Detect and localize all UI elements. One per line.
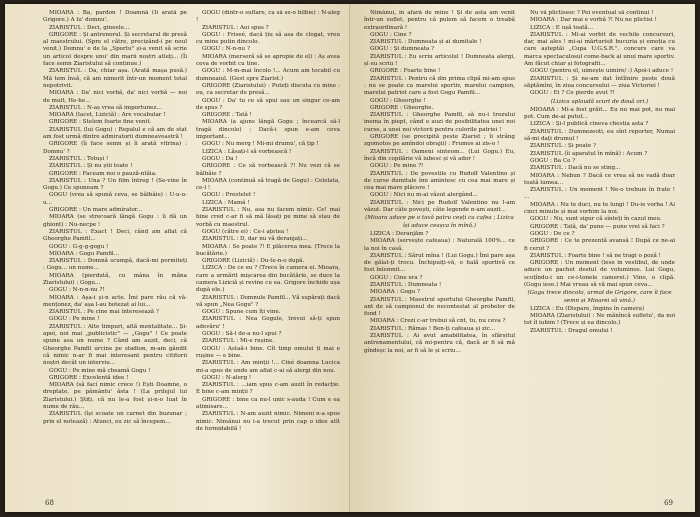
dialogue-line: ZIARISTUL : Deci, gineele... — [49, 24, 130, 31]
dialogue-line: LIZICA : Lăsați-l să vorbească ! — [202, 148, 292, 155]
dialogue-line: ZIARISTUL : Exact ! Deci, când am aflat că Gheorghe Pamfil... — [43, 228, 187, 243]
dialogue-line: ZIARISTUL : Mi-ai vorbit de vechile concursuri, dar, mai ales ! mi-ai mărturisit bucuria și emoția cu care așteptăi „Cupa U.G.S.R.", concurs care va marca spectaculosul come-back al unui mare sportiv. Am făcut chiar și fotografii... — [524, 31, 675, 68]
dialogue-line: GRIGORE (îi face semn și îi arată vitrina) : Domnu' ? — [43, 141, 187, 155]
left-page — [5, 4, 350, 512]
dialogue-line: ZIARISTUL : Dumnezeoti, eu sînt reporter, Numai să-mi dați drumul ! — [524, 128, 675, 143]
dialogue-line: ZIARISTUL : De povestile cu Rudolf Valentino și de curse dumitale îmi amintesc cu cea mai mare și cea mai mare plăcere ! — [364, 170, 515, 192]
dialogue-line: GRIGORE : Ce te prezentă avansă ! După ce ne-ai fi cerut ? — [524, 238, 675, 252]
dialogue-line: GRIGORE : Un moment (lese in vestibul, de unde aduce un pachet destul de voluminos. Lui Gogu, scoțîndu-i un ce-i-tonele camerei.) Vino, o clipă. (Gogu iese.) Mai vreau să vă mai spun ceva... — [524, 260, 675, 288]
dialogue-line: GRIGORE : Și antrenorul. Și secretarul de presă al maestrului. (Spre el către, precizând-i pe noul venit.) Domnu' e de la „Sportu" și-a venit să scrie un articol despre unu' din marii noștri atleți... (Îi face semn Ziaristului să continue.) — [43, 31, 187, 68]
dialogue-line: GOGU : Nu merg ! Mi-mi drumu', că țip ! — [202, 141, 319, 148]
dialogue-line: ZIARISTUL : D, dar nu vă deranjați... — [202, 236, 308, 243]
dialogue-line: GRIGORE : Tată ! — [202, 112, 252, 119]
dialogue-line: GOGU : Cine era ? — [370, 274, 423, 281]
page-number-left: 68 — [45, 499, 54, 507]
dialogue-line: ZIARISTUL : N-am auzit nimic. Nimeni n-a spus nimic. Nimănui nu i-a trecut prin cap o idee atît de formidabilă ! — [196, 411, 340, 432]
dialogue-line: GOGU : G-g-g-gogu ! — [49, 243, 109, 250]
dialogue-line: GOGU : Ba Ce ? — [530, 157, 576, 164]
dialogue-line: ZIARISTUL : Și poate ? — [530, 143, 597, 150]
dialogue-line: MIOARA (continuă să tragă de Gogu) : Celelata, ce-l ! — [196, 177, 340, 192]
dialogue-line: GRIGORE : Gheorghe. — [370, 104, 434, 111]
dialogue-line: GOGU : N-n-n-nu ?! — [49, 287, 105, 294]
dialogue-line: GOGU : Pe mine ! — [49, 316, 100, 323]
dialogue-line: (Mioara aduce pe o tavă patru ceșți cu cafea ; Lizica își aduce ceașca în mînă.) — [365, 215, 514, 229]
dialogue-line: ZIARISTUL : Alte timpuri, altă mentalitate... Și-apoi, noi mai „publicistic" — „Gogu" ! Ce poate spune asa un nume ? Când am auzit, deci, că Gheorghe Pamfil urcine pe stadion, m-am gândit că nimic n-ar fi mai interesant pentru cititorii noștri decât un interviu... — [43, 323, 187, 367]
dialogue-line: ZIARISTUL : Dumneata ! — [370, 281, 442, 288]
dialogue-line: GOGU : De ce ? — [530, 230, 575, 237]
dialogue-line: MIOARA : Așa-i și-n acte. Îmi pare rău că vă-mențonez, da' așa l-au botezat ai lui... — [43, 294, 187, 308]
left-page-columns — [43, 10, 340, 494]
dialogue-line: ZIARISTUL : Dumneata și ai dumitale ! — [370, 39, 482, 46]
right-page-columns — [364, 10, 675, 494]
dialogue-line: (Lizica aplaudă scurt de două ori.) — [550, 98, 649, 105]
dialogue-line: ZIARISTUL : Foarte bine ! să ne tragi o poză ! — [530, 252, 661, 259]
dialogue-line: GOGU : Să-l de-a nu-l spui ? — [202, 331, 282, 338]
dialogue-line: ZIARISTUL : Dragul omului ! — [530, 327, 613, 334]
dialogue-line: MIOARA : Ba, pardon ! Doamnă (Îi arată pe Grigore.) A lu' domnu'. — [43, 10, 187, 24]
dialogue-line: GOGU : Friseé, dacă țiu să asa de clogat, vreu cu mine putin dincolo. — [196, 31, 340, 46]
dialogue-line: ZIARISTUL : Mi-e rușine. — [202, 338, 275, 345]
left-column-2 — [196, 10, 340, 494]
dialogue-line: ZIARISTUL : Ai avut amabilitatea, în sfârșitul antrenamentului, că mi-pentru că, dacă ar fi să mă gîndeșc la noi, ar fi să le și scriu... — [364, 333, 515, 354]
dialogue-line: ZIARISTUL : Pe cine mai interesează ? — [49, 309, 159, 316]
dialogue-line: MIOARA : Gogu ? — [370, 289, 421, 296]
dialogue-line: ZIARISTUL : Maestrul sportului Gheorghe Pamfil, ant de să campionul de necontestat al probelor de fond ! — [364, 296, 515, 318]
dialogue-line: GOGU : N-n-nu ? — [202, 46, 250, 53]
dialogue-line: GRIGORE : Tată, da' pune — pune vrei să faci ? — [530, 223, 665, 230]
dialogue-line: GOGU (pentru el, uimește uimire/ :) Apoi-i aduce ! — [530, 68, 674, 75]
dialogue-line: GOGU : Gheorghe ! — [370, 97, 426, 104]
dialogue-line: GRIGORE (se precipită peste Ziarist ; îi strâng zgomotos pe amîndoi obrajii) : Frumos ai zis-o ! — [364, 134, 515, 148]
dialogue-line: GRIGORE : Excelentă idee ! — [49, 374, 129, 381]
dialogue-line: GRIGORE : Stelem foarte fine venit. — [49, 119, 152, 126]
dialogue-line: GRIGORE : bine ca nu-l unic s-auda ! Cum e ea atimisare... — [196, 396, 340, 411]
left-column-1 — [43, 10, 187, 494]
dialogue-line: ZIARISTUL : Da, chiar așa. (Arată mașa pusă.) Mă tem însă, că am nimerit într-un moment total nepotrivit. — [43, 68, 187, 89]
dialogue-line: GOGU : Nu, sunt sigur că sînteți în cazul meu. — [530, 216, 662, 223]
dialogue-line: GOGU : Astaă-i bine. Cît timp omului ți mai e rușine — e bine. — [196, 345, 340, 359]
dialogue-line: GOGU : Da' tu ce să spui sau un singur ce-am de spus ? — [196, 97, 340, 111]
dialogue-line: MIOARA : Se poate ?! E plăcerea mea. (Trece la bucătărie.) — [196, 243, 340, 257]
dialogue-line: MIOARA (servește cafeaua) : Naturală 100%... ce la noi în casă. — [364, 238, 515, 252]
right-page — [350, 4, 695, 512]
dialogue-line: ZIARISTUL : Nici pe Rudolf Valentino nu l-am văzut. Dar câte povești, câte legende n-am auzit... — [364, 199, 515, 214]
dialogue-line: GRIGORE : Faceam noi o pauză-ntâia. — [49, 170, 157, 177]
dialogue-line: ZIARISTUL : Aoi spus ? — [202, 24, 269, 31]
right-column-2 — [524, 10, 675, 494]
dialogue-line: MIOARA (a ajuns lângă Gogu ; încearcă să-l tragă dincolo) : Dacă-i spun e-am ceva important... — [196, 119, 340, 141]
dialogue-line: ZIARISTUL : Dacă nu se sting... — [530, 165, 621, 172]
dialogue-line: MIOARA : Gogu Pamfil... — [49, 250, 120, 257]
dialogue-line: GOGU : Nici nu m-ai văzut alergând... — [370, 192, 478, 199]
book-spread — [5, 4, 695, 512]
dialogue-line: ZIARISTUL : N-aș vrea să importunez... — [49, 104, 162, 111]
dialogue-line: ZIARISTUL : Și nu știi toate ! — [49, 163, 133, 170]
dialogue-line: ZIARISTUL : Sărut mîna ! (Lui Gogu.) Îmi pare așa de gălat-ți trocu. Închipuiți-vă, o hală sportivă ce fost înlemnit... — [364, 252, 515, 274]
dialogue-line: ZIARISTUL : Nu, asa nu facem nimic. Ce! mai bine cred c-ar fi să mă lăsați pe mine să stau de vorbă cu maestrul. — [196, 207, 340, 228]
dialogue-line: Nu vă plictisesc ? Poi eventual să continui ! — [530, 10, 654, 16]
dialogue-line: ZIARISTUL : Nea Gogule, trevui să-ți spun adevăru' ! — [196, 316, 340, 330]
dialogue-line: GRIGORE : Foarte bine ! — [370, 68, 441, 75]
dialogue-line: MIOARA : Da' nici vorbă, da' nici vorbă — noi de mult, He-he... — [43, 90, 187, 104]
dialogue-line: MIOARA (pierdută, cu mâna în mâna Ziaristului) : Gogu... — [43, 272, 187, 286]
right-column-1 — [364, 10, 515, 494]
dialogue-line: MIOARA : Nu te duci, nu te lungi ! Du-ie vorba ! Ai cinci minute și mai vorbim la noi. — [524, 201, 675, 216]
dialogue-line: LIZICA : Eu (Dispare, împins în camera) — [530, 305, 645, 312]
dialogue-line: GOGU (dintr-o suflare, ca să se-o bilbie) : N-aleg ! — [196, 10, 340, 24]
dialogue-line: (Gogu trece dincolo, urmat de Grigore, care îi face semn și Mioarei să vină.) — [527, 290, 672, 304]
dialogue-line: GOGU : Pe mine mă cheamă Gogu ! — [49, 367, 151, 374]
dialogue-line: GOGU : Spune cum îți vine. — [202, 309, 281, 316]
dialogue-line: GRIGORE : Ce să vorbească ?! Nu vezi că se bâlbâie ? — [196, 163, 340, 177]
dialogue-line: GOGU : N-alerg ! — [202, 374, 252, 381]
dialogue-line: GRIGORE (Liziciă) : Du-te-n-o după. — [202, 258, 305, 265]
dialogue-line: LIZICA : Mamă ! — [202, 199, 250, 206]
dialogue-line: ZIARISTUL : Și ne-am dat întîlnire peste două săptămîni, în ziua concursului — ziua Victoriei ! — [524, 75, 675, 89]
dialogue-line: LIZICA : Deranjăm ? — [370, 230, 429, 237]
dialogue-line: ZIARISTUL : Domnule Pamfil... Vă supărați dacă vă spun „Nea Gogu" ? — [196, 294, 340, 308]
dialogue-line: MIOARA : Dar mai e vorbă ?! Nu ne plictisi ! — [530, 17, 657, 24]
dialogue-line: MIOARA (Ziaristului) : Ne mănîncă sufletu', da noi tot îl iubim ! (Trece și ea dincolo.) — [524, 313, 675, 327]
dialogue-line: MIOARA (se strecoară lângă Gogu : îi dă un ghiont) : Nu-necpe ! — [43, 214, 187, 228]
dialogue-line: GOGU (vrea să spună ceva, se bâlbâie) : U-u-u-u... — [43, 192, 187, 206]
dialogue-line: GOGU : Cine ? — [370, 31, 412, 38]
dialogue-line: GOGU : Pe mine ?! — [370, 163, 424, 170]
dialogue-line: GOGU (către ei) : Ce-i ațetea ! — [202, 228, 289, 235]
dialogue-line: Nimănui, în afară de mine ! Și de asta am venit într-un suflet, pentru că pulem să facem o treabă extraordinară ! — [364, 10, 515, 31]
dialogue-line: ZIARISTUL : Eu scriu articolul ! Dumneata alergi, și eu scriu ! — [364, 53, 515, 68]
dialogue-line: ZIARISTUL : Una ? Un film întreg ! (Se-vine în Gogu.) Ce spuneam ? — [43, 177, 187, 192]
dialogue-line: LIZICA : Și-l publică cineva chestia asta ? — [530, 121, 649, 128]
dialogue-line: GRIGORE (Ziaristului) : Puteți discuta cu mine : eu, ca secretar de presă... — [196, 82, 340, 97]
dialogue-line: ZIARISTUL : Pentru că din prima clipă mi-am spus : nu se poate ca marelui sportiv, marelui campion, marelui patriot care a fost Gogu Pamfil... — [364, 75, 515, 97]
dialogue-line: ZIARISTUL (lui Gogu) : Repalul e că am de stat am fost urmă dintre admiratorii dumneavoastră ! — [43, 126, 187, 141]
dialogue-line: MIOARA (Iacet, Liziciă) : Are vocabular ! — [49, 112, 166, 119]
dialogue-line: ZIARISTUL : Domnă scumpă, dacă-mi permiteți : Gogu... un nume... — [43, 258, 187, 272]
dialogue-line: LIZICA : E ușă toată... — [530, 24, 594, 31]
dialogue-line: ZIARISTUL : Rămas ! Ben-ți cafeaua și zic... — [370, 325, 496, 332]
page-number-right: 69 — [664, 499, 673, 507]
dialogue-line: ZIARISTUL : Oameni sinteom... (Lui Gogu.) Eu, încă din copilărie vă iubesc și vă ador ! — [364, 148, 515, 162]
dialogue-line: ZIARISTUL : Un moment ! Ne-o trebuie în frate ! ... — [524, 187, 675, 201]
dialogue-line: ZIARISTUL : ...iam spus c-am auzit în redacție. E bine c-am minții ? — [196, 382, 340, 396]
dialogue-line: MIOARA : Crezi c-ar trebui să cnt, tu, nu ceva ? — [370, 318, 506, 325]
dialogue-line: MIOARA (să fací nimic crece !) Ești Doamne, o dreptate, pe pământu' ăsta ! (La prilejul lui Ziaristului.) Știți, că nu le-a fost și-n-o luat în nume de rău... — [43, 382, 187, 411]
dialogue-line: GOGU : Da ! — [202, 155, 238, 162]
dialogue-line: MIOARA : Mi-a fost grăit... Eu nu mai pot, nu mai pot. Cum de-ai putut... — [524, 106, 675, 121]
dialogue-line: GOGU : Ei ? Ce pierde avut ?! — [530, 90, 615, 97]
dialogue-line: MIOARA (merseră să se apropie de el) : Aș avea ceva de vorbit cu tine. — [196, 53, 340, 68]
dialogue-line: MIOARA : Nebun ? Dacă ce vrea să ne vadă doar toată lumea... — [524, 172, 675, 186]
dialogue-line: GRIGORE : Un mare admirator... — [49, 207, 143, 214]
dialogue-line: GOGU : Prestelet ! — [202, 192, 256, 199]
dialogue-line: ZIARISTUL (își scoate un carnet din buzunar ; prin el notează) : Atunci, eu zic să începem... — [43, 411, 187, 425]
dialogue-line: ZIARISTUL : Am minții !... Ciné doamna Lucica mi-a spus de unde am aflat c-ai să alergi din nou. — [196, 360, 340, 374]
dialogue-line: GOGU : M-m-mai încolo !... Acum am tocabil cu dumneaiul. (Gest spre Ziarist.) — [196, 68, 340, 82]
dialogue-line: LIZICA : De ce eu ? (Trece în camera ei. Mioara, care a urmărit mișcarea din bucătărie, se duce la camera Liziciă și revine cu ea. Grigore închide ușa după ele.) — [196, 265, 340, 294]
dialogue-line: ZIARISTUL : Gheorghe Pamfil, să nu-i trezului inema în piept, când o auzi de posibilitatea unei noi curse, a unei noi victorii pentru culorile patriei ! — [364, 112, 515, 133]
dialogue-line: ZIARISTUL : Totuși ! — [49, 155, 109, 162]
dialogue-line: GOGU : Și dumneata ? — [370, 46, 435, 53]
dialogue-line: ZIARISTUL (îi aparatul în mînă) : Acum ? — [530, 150, 648, 157]
